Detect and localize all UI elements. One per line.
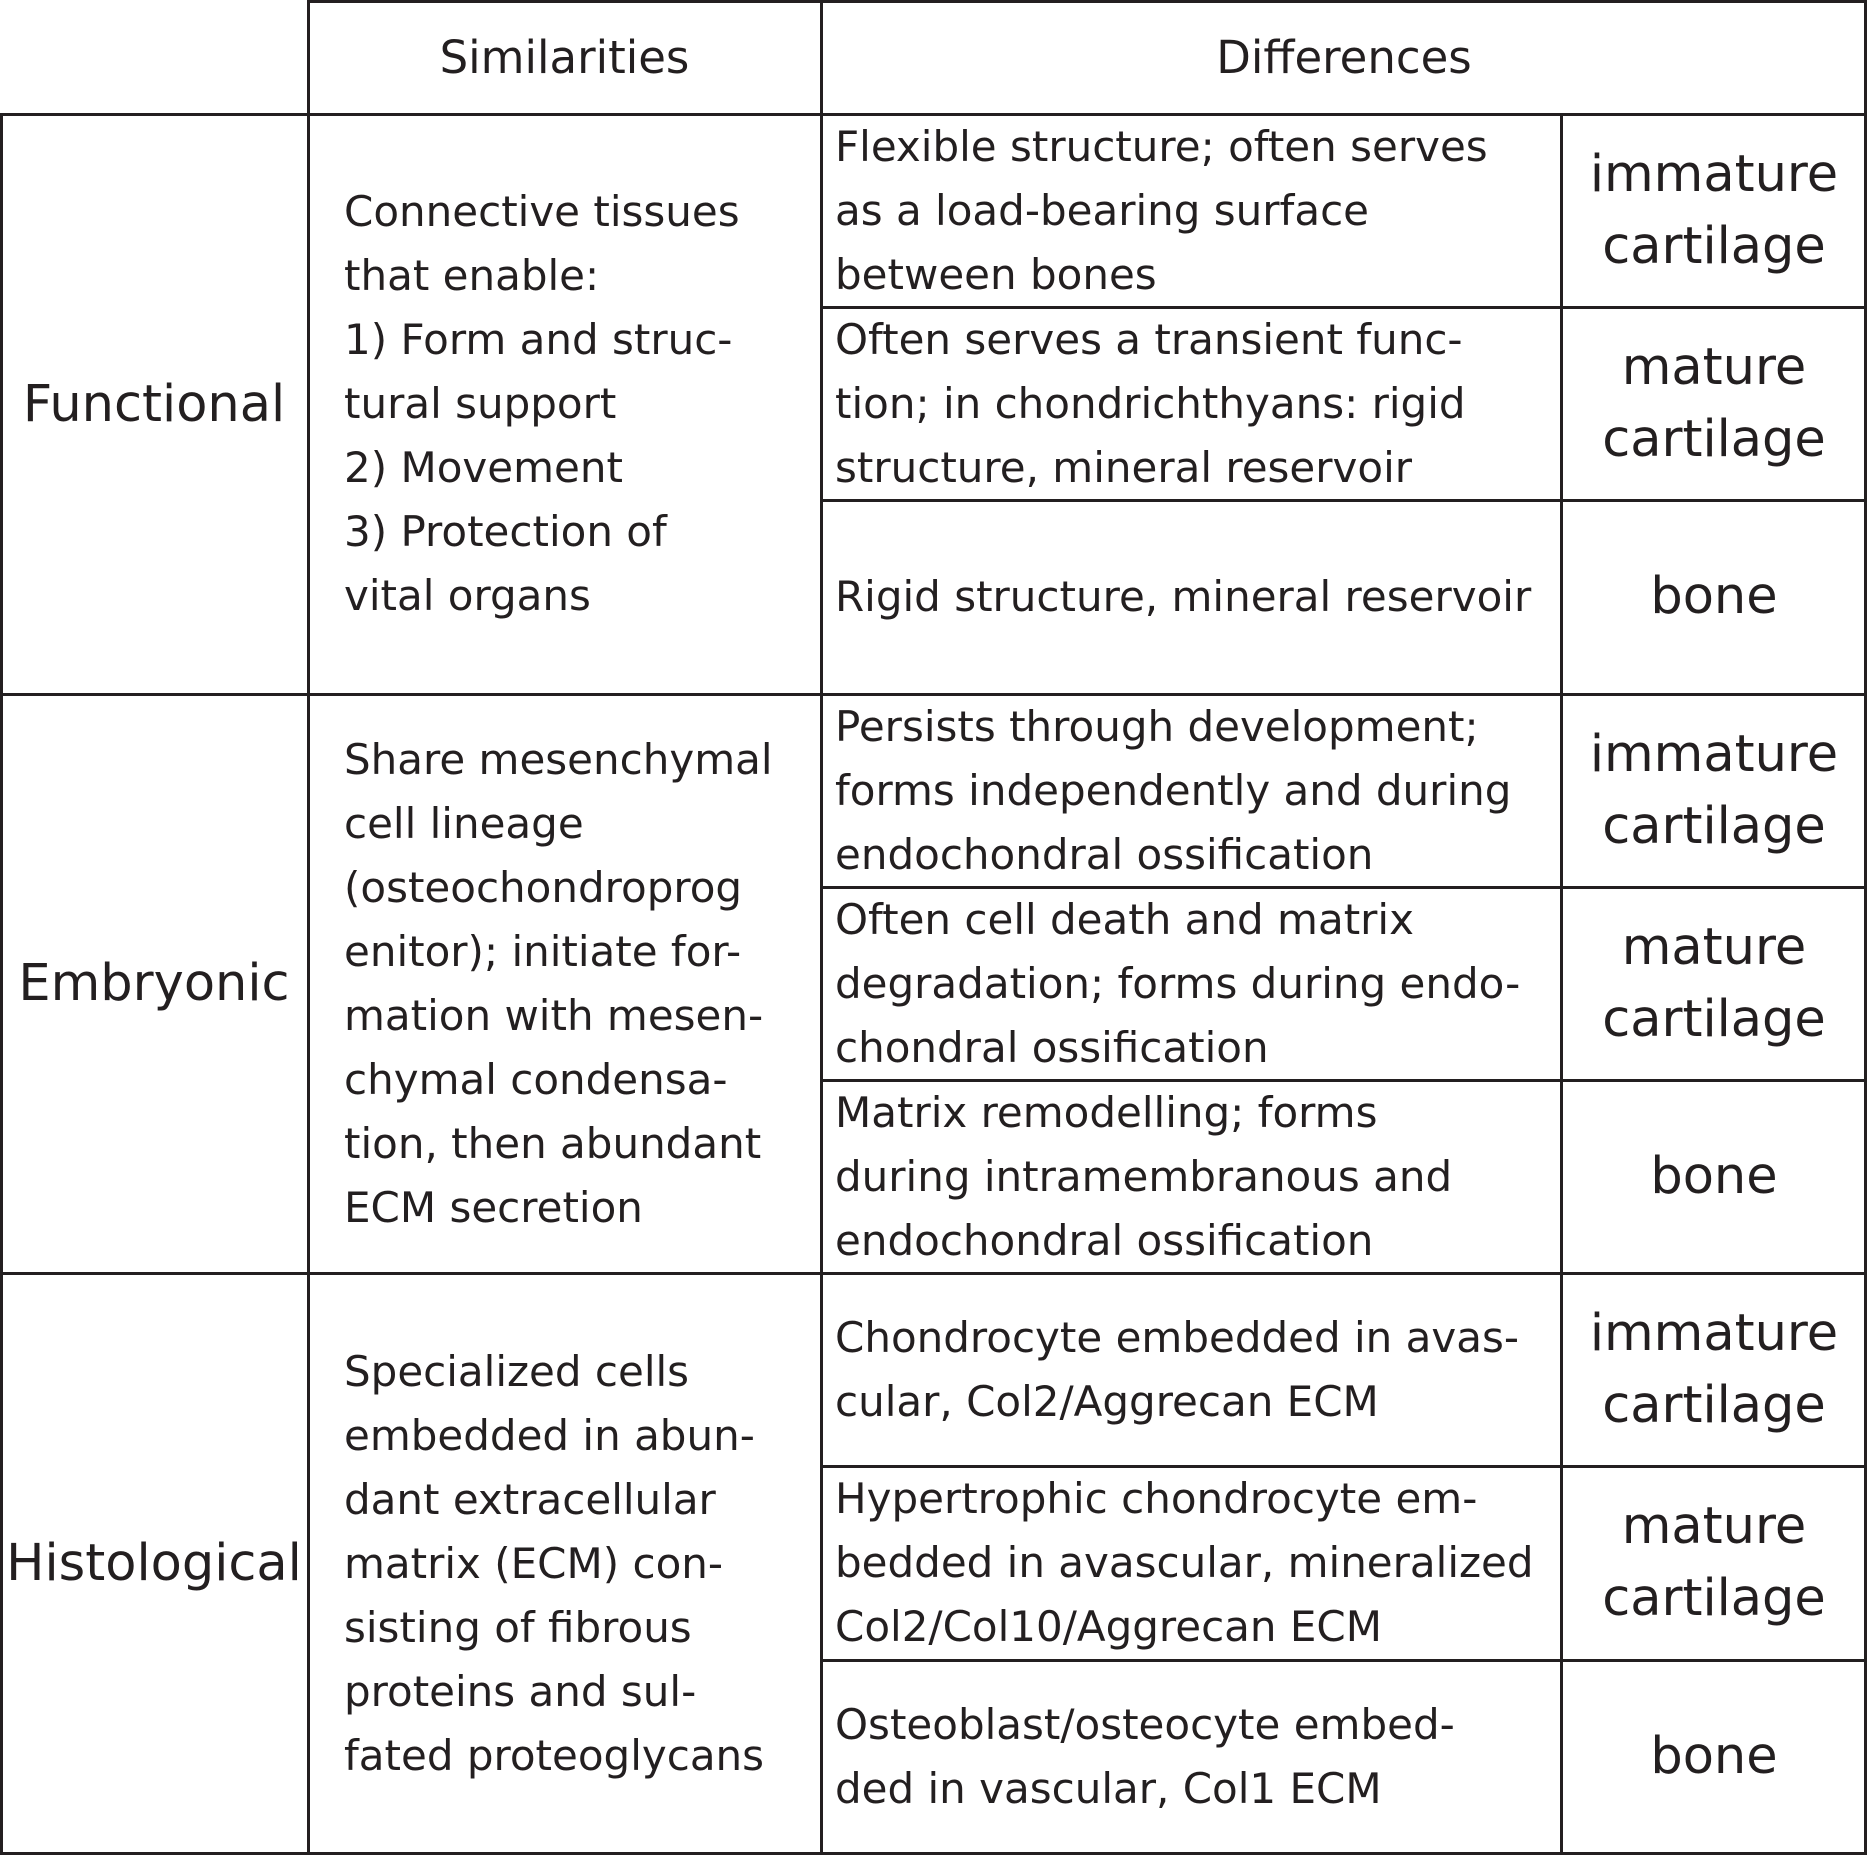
text-line: Often cell death and matrix [835, 894, 1414, 944]
text-line: Specialized cells [344, 1346, 690, 1396]
similarities-cell [308, 694, 821, 1273]
cell-text [1650, 1141, 1777, 1213]
table-border [308, 0, 1867, 3]
table-border [820, 0, 823, 1854]
table-border [0, 113, 1867, 116]
tissue-type [1561, 1466, 1867, 1660]
difference-description [821, 114, 1561, 307]
cell-text [1650, 1721, 1777, 1793]
table-border [307, 0, 310, 1854]
table-border [0, 113, 3, 1854]
tissue-type [1561, 500, 1867, 694]
cell-text [835, 695, 1511, 887]
text-line: endochondral ossification [835, 829, 1374, 879]
tissue-type [1561, 307, 1867, 500]
text-line: bedded in avascular, mineralized [835, 1538, 1534, 1587]
text-line: bone [1650, 1727, 1778, 1786]
text-line: degradation; forms during endo- [835, 958, 1521, 1008]
text-line: forms independently and during [835, 765, 1512, 815]
text-line: cartilage [1602, 216, 1826, 276]
text-line: cartilage [1602, 1375, 1826, 1435]
category-histological: Histological [6, 1534, 302, 1593]
text-line: 1) Form and struc- [344, 315, 733, 364]
header-differences: Differences [1216, 30, 1472, 84]
difference-description [821, 500, 1561, 694]
text-line: fated proteoglycans [344, 1730, 765, 1780]
text-line: structure, mineral reservoir [835, 442, 1413, 492]
text-line: ECM secretion [344, 1182, 643, 1232]
text-line: immature [1589, 144, 1839, 204]
table-border [0, 1272, 1867, 1275]
text-line: immature [1589, 1303, 1839, 1363]
cell-text [1590, 139, 1838, 283]
text-line: cartilage [1602, 989, 1826, 1049]
text-line: mature [1621, 1497, 1807, 1556]
cell-text [835, 308, 1466, 500]
table-border [821, 306, 1867, 309]
text-line: tion; in chondrichthyans: rigid [835, 378, 1466, 428]
text-line: enitor); initiate for- [344, 926, 742, 976]
text-line: Share mesenchymal [344, 734, 773, 784]
difference-description [821, 307, 1561, 500]
difference-description [821, 887, 1561, 1080]
text-line: Col2/Col10/Aggrecan ECM [835, 1602, 1382, 1651]
tissue-type [1561, 114, 1867, 307]
text-line: 2) Movement [344, 443, 623, 492]
cell-text [344, 180, 740, 628]
text-line: during intramembranous and [835, 1151, 1453, 1201]
text-line: Osteoblast/osteocyte embed- [835, 1700, 1455, 1749]
text-line: cartilage [1602, 409, 1826, 469]
cell-text [1650, 561, 1777, 633]
difference-description [821, 1660, 1561, 1854]
table-border [821, 1079, 1867, 1082]
text-line: matrix (ECM) con- [344, 1538, 724, 1588]
text-line: as a load-bearing surface [835, 185, 1370, 235]
text-line: sisting of fibrous [344, 1602, 692, 1652]
tissue-type [1561, 1273, 1867, 1466]
text-line: mature [1621, 917, 1807, 977]
text-line: 3) Protection of [344, 507, 667, 556]
cell-text [1602, 912, 1826, 1056]
text-line: Rigid structure, mineral reservoir [835, 572, 1532, 621]
text-line: bone [1650, 1146, 1778, 1206]
text-line: vital organs [344, 571, 591, 620]
table-border [821, 886, 1867, 889]
cell-text [835, 1693, 1455, 1821]
text-line: mation with mesen- [344, 990, 764, 1040]
text-line: tion, then abundant [344, 1118, 762, 1168]
similarities-cell [308, 1273, 821, 1854]
text-line: Flexible structure; often serves [835, 121, 1488, 171]
text-line: chymal condensa- [344, 1054, 728, 1104]
text-line: endochondral ossification [835, 1215, 1374, 1265]
cell-text [835, 115, 1488, 307]
text-line: proteins and sul- [344, 1666, 697, 1716]
cell-text [344, 728, 773, 1240]
text-line: between bones [835, 249, 1157, 299]
difference-description [821, 1466, 1561, 1660]
category-functional: Functional [22, 374, 286, 434]
cell-text [1602, 1491, 1826, 1635]
tissue-type [1561, 1080, 1867, 1273]
text-line: ded in vascular, Col1 ECM [835, 1764, 1382, 1813]
tissue-type [1561, 887, 1867, 1080]
cell-text [1590, 719, 1838, 863]
category-embryonic: Embryonic [18, 954, 290, 1013]
text-line: chondral ossification [835, 1022, 1269, 1072]
text-line: cell lineage [344, 798, 584, 848]
cell-text [344, 1340, 764, 1788]
cell-text [835, 565, 1531, 629]
cell-text [835, 1467, 1534, 1659]
text-line: Chondrocyte embedded in avas- [835, 1312, 1519, 1362]
text-line: cular, Col2/Aggrecan ECM [835, 1376, 1379, 1426]
table-border [821, 499, 1867, 502]
text-line: embedded in abun- [344, 1410, 755, 1460]
text-line: bone [1650, 567, 1778, 626]
difference-description [821, 694, 1561, 887]
table-border [821, 1465, 1867, 1468]
table-border [0, 1852, 1867, 1855]
text-line: cartilage [1602, 796, 1826, 856]
tissue-type [1561, 694, 1867, 887]
cell-text [835, 1306, 1519, 1434]
cell-text [835, 1081, 1452, 1273]
difference-description [821, 1080, 1561, 1273]
text-line: Matrix remodelling; forms [835, 1087, 1378, 1137]
cell-text [835, 888, 1520, 1080]
text-line: Often serves a transient func- [835, 314, 1463, 364]
difference-description [821, 1273, 1561, 1466]
table-border [1560, 113, 1563, 1854]
text-line: mature [1621, 337, 1807, 397]
text-line: Hypertrophic chondrocyte em- [835, 1474, 1478, 1523]
text-line: Persists through development; [835, 701, 1479, 751]
similarities-cell [308, 114, 821, 694]
text-line: (osteochondroprog [344, 862, 743, 912]
table-border [821, 1659, 1867, 1662]
text-line: tural support [344, 379, 617, 428]
text-line: that enable: [344, 251, 600, 300]
text-line: cartilage [1602, 1569, 1826, 1628]
text-line: dant extracellular [344, 1474, 716, 1524]
tissue-type [1561, 1660, 1867, 1854]
text-line: immature [1589, 724, 1839, 784]
cell-text [1590, 1298, 1838, 1442]
cell-text [1602, 332, 1826, 476]
header-similarities: Similarities [439, 30, 690, 84]
table-border [0, 693, 1867, 696]
text-line: Connective tissues [344, 187, 740, 236]
